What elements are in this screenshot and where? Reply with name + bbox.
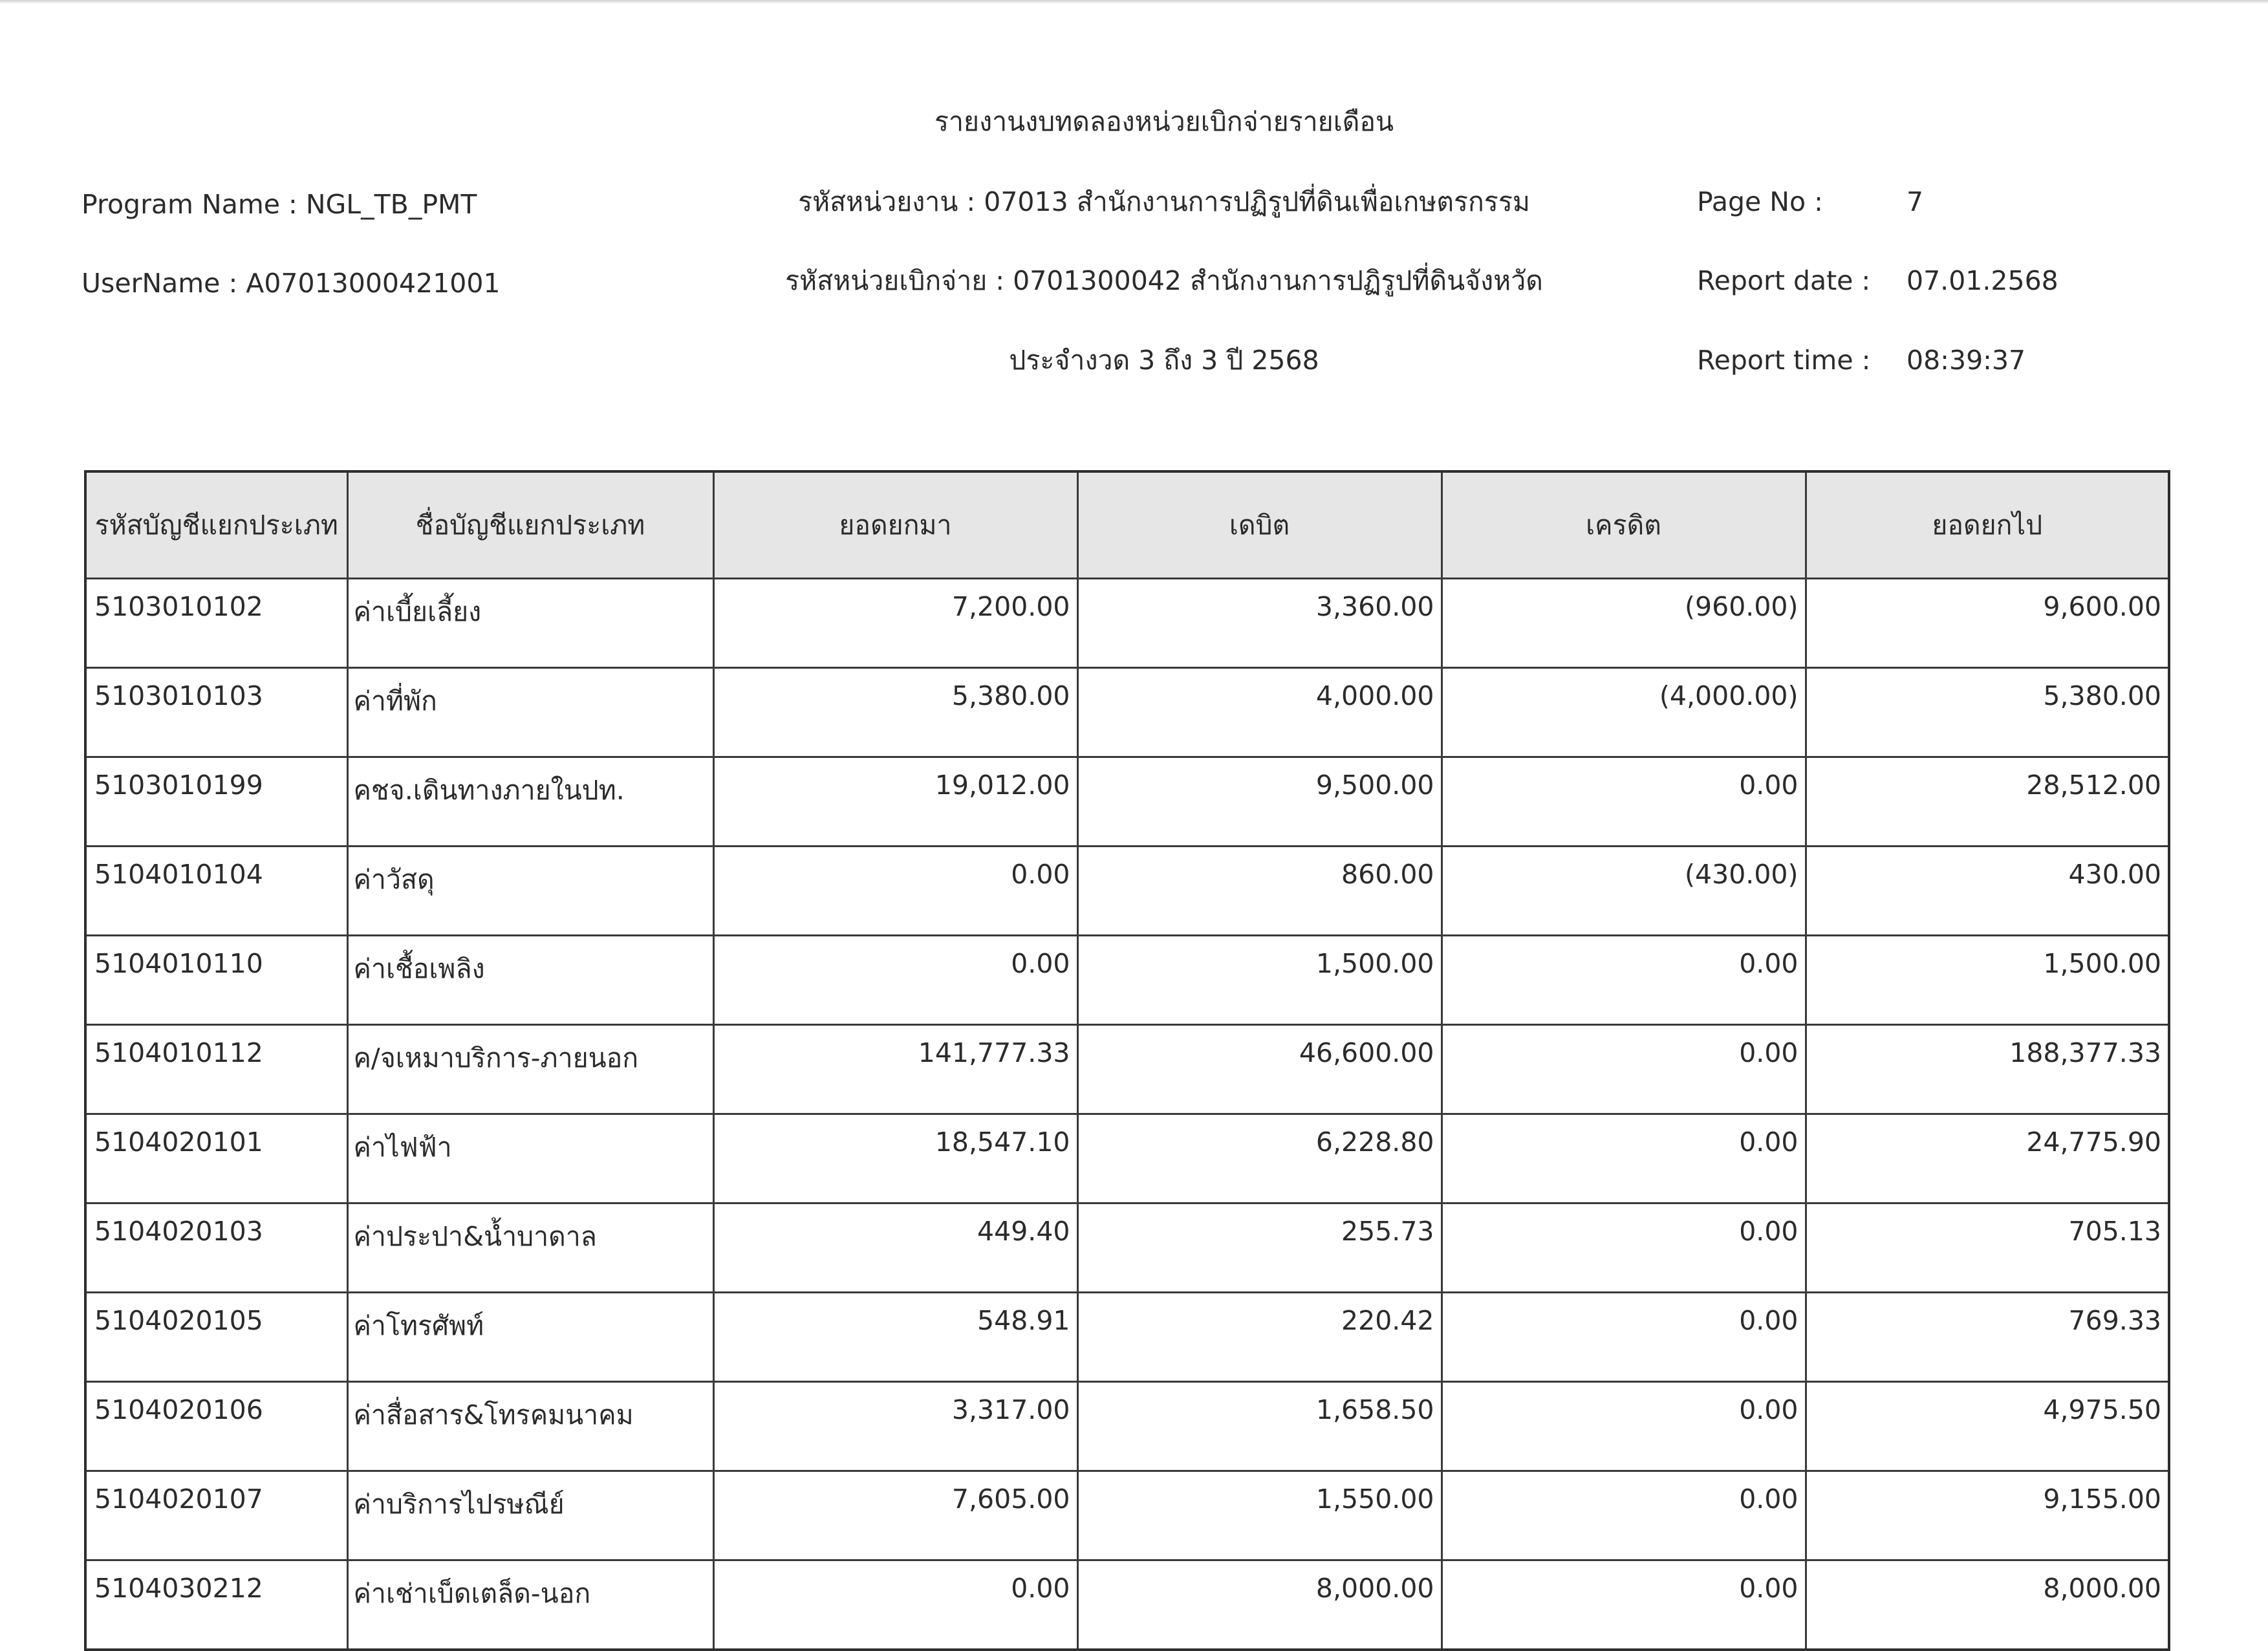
closing-balance-cell: 1,500.00 [1806,936,2169,1025]
program-name: Program Name : NGL_TB_PMT [81,189,477,220]
credit-cell: (4,000.00) [1442,668,1806,757]
table-row [85,1471,2169,1560]
column-header-debit: เดบิต [1077,471,1442,579]
header-row [85,471,2169,579]
account-code-cell: 5104010112 [85,1025,347,1114]
closing-balance-cell: 8,000.00 [1806,1560,2169,1650]
debit-cell: 220.42 [1077,1293,1442,1382]
table-body [85,579,2169,1650]
credit-cell: 0.00 [1442,757,1806,847]
table-row [85,847,2169,936]
account-code-cell: 5104010110 [85,936,347,1025]
closing-balance-cell: 705.13 [1806,1203,2169,1293]
account-code-cell: 5104020103 [85,1203,347,1293]
credit-cell: 0.00 [1442,1382,1806,1471]
table-row [85,1293,2169,1382]
closing-balance-cell: 5,380.00 [1806,668,2169,757]
opening-balance-cell: 141,777.33 [713,1025,1077,1114]
account-code-cell: 5103010102 [85,579,347,668]
report-period: ประจำงวด 3 ถึง 3 ปี 2568 [1009,345,1319,376]
debit-cell: 860.00 [1077,847,1442,936]
disbursement-unit-code: รหัสหน่วยเบิกจ่าย : 0701300042 สำนักงานการปฏิรูปที่ดินจังหวัด [785,265,1543,296]
account-name-cell: ค่าเบี้ยเลี้ยง [347,579,713,668]
table-row [85,1114,2169,1203]
table-row [85,579,2169,668]
credit-cell: (960.00) [1442,579,1806,668]
table-header [85,471,2169,579]
account-code-cell: 5104030212 [85,1560,347,1650]
page-number-label: Page No : [1697,186,1823,217]
page-number-value: 7 [1906,186,1924,217]
debit-cell: 255.73 [1077,1203,1442,1293]
column-header-credit: เครดิต [1442,471,1806,579]
credit-cell: 0.00 [1442,1114,1806,1203]
debit-cell: 6,228.80 [1077,1114,1442,1203]
account-code-cell: 5103010103 [85,668,347,757]
account-name-cell: ค/จเหมาบริการ-ภายนอก [347,1025,713,1114]
debit-cell: 1,658.50 [1077,1382,1442,1471]
table-row [85,936,2169,1025]
opening-balance-cell: 0.00 [713,936,1077,1025]
closing-balance-cell: 4,975.50 [1806,1382,2169,1471]
table-row [85,1025,2169,1114]
report-date-label: Report date : [1697,265,1871,296]
account-name-cell: ค่าเชื้อเพลิง [347,936,713,1025]
user-name: UserName : A07013000421001 [81,268,501,299]
debit-cell: 1,500.00 [1077,936,1442,1025]
opening-balance-cell: 7,200.00 [713,579,1077,668]
table-row [85,757,2169,847]
account-code-cell: 5103010199 [85,757,347,847]
credit-cell: 0.00 [1442,1471,1806,1560]
closing-balance-cell: 769.33 [1806,1293,2169,1382]
closing-balance-cell: 9,155.00 [1806,1471,2169,1560]
table-row [85,1382,2169,1471]
opening-balance-cell: 3,317.00 [713,1382,1077,1471]
account-name-cell: ค่าวัสดุ [347,847,713,936]
report-title: รายงานงบทดลองหน่วยเบิกจ่ายรายเดือน [934,106,1394,137]
account-name-cell: คชจ.เดินทางภายในปท. [347,757,713,847]
report-time-label: Report time : [1697,345,1871,376]
closing-balance-cell: 9,600.00 [1806,579,2169,668]
account-code-cell: 5104020107 [85,1471,347,1560]
account-name-cell: ค่าประปา&น้ำบาดาล [347,1203,713,1293]
account-code-cell: 5104010104 [85,847,347,936]
credit-cell: 0.00 [1442,1025,1806,1114]
opening-balance-cell: 449.40 [713,1203,1077,1293]
closing-balance-cell: 430.00 [1806,847,2169,936]
account-name-cell: ค่าบริการไปรษณีย์ [347,1471,713,1560]
credit-cell: 0.00 [1442,1293,1806,1382]
closing-balance-cell: 28,512.00 [1806,757,2169,847]
column-header-closing-balance: ยอดยกไป [1806,471,2169,579]
table-row [85,668,2169,757]
account-name-cell: ค่าเช่าเบ็ดเตล็ด-นอก [347,1560,713,1650]
report-date-value: 07.01.2568 [1906,265,2058,296]
account-code-cell: 5104020106 [85,1382,347,1471]
column-header-account-name: ชื่อบัญชีแยกประเภท [347,471,713,579]
closing-balance-cell: 24,775.90 [1806,1114,2169,1203]
scan-edge [0,0,2268,4]
debit-cell: 46,600.00 [1077,1025,1442,1114]
opening-balance-cell: 5,380.00 [713,668,1077,757]
account-name-cell: ค่าสื่อสาร&โทรคมนาคม [347,1382,713,1471]
account-name-cell: ค่าโทรศัพท์ [347,1293,713,1382]
opening-balance-cell: 0.00 [713,847,1077,936]
table-row [85,1203,2169,1293]
account-name-cell: ค่าไฟฟ้า [347,1114,713,1203]
debit-cell: 1,550.00 [1077,1471,1442,1560]
account-name-cell: ค่าที่พัก [347,668,713,757]
trial-balance-table [84,470,2170,1651]
debit-cell: 8,000.00 [1077,1560,1442,1650]
column-header-opening-balance: ยอดยกมา [713,471,1077,579]
debit-cell: 9,500.00 [1077,757,1442,847]
agency-code: รหัสหน่วยงาน : 07013 สำนักงานการปฏิรูปที่ดินเพื่อเกษตรกรรม [798,186,1530,217]
opening-balance-cell: 7,605.00 [713,1471,1077,1560]
debit-cell: 4,000.00 [1077,668,1442,757]
opening-balance-cell: 0.00 [713,1560,1077,1650]
credit-cell: 0.00 [1442,936,1806,1025]
account-code-cell: 5104020105 [85,1293,347,1382]
credit-cell: 0.00 [1442,1560,1806,1650]
opening-balance-cell: 548.91 [713,1293,1077,1382]
report-time-value: 08:39:37 [1906,345,2026,376]
credit-cell: (430.00) [1442,847,1806,936]
debit-cell: 3,360.00 [1077,579,1442,668]
table-row [85,1560,2169,1650]
closing-balance-cell: 188,377.33 [1806,1025,2169,1114]
credit-cell: 0.00 [1442,1203,1806,1293]
column-header-account-code: รหัสบัญชีแยกประเภท [85,471,347,579]
opening-balance-cell: 18,547.10 [713,1114,1077,1203]
opening-balance-cell: 19,012.00 [713,757,1077,847]
account-code-cell: 5104020101 [85,1114,347,1203]
